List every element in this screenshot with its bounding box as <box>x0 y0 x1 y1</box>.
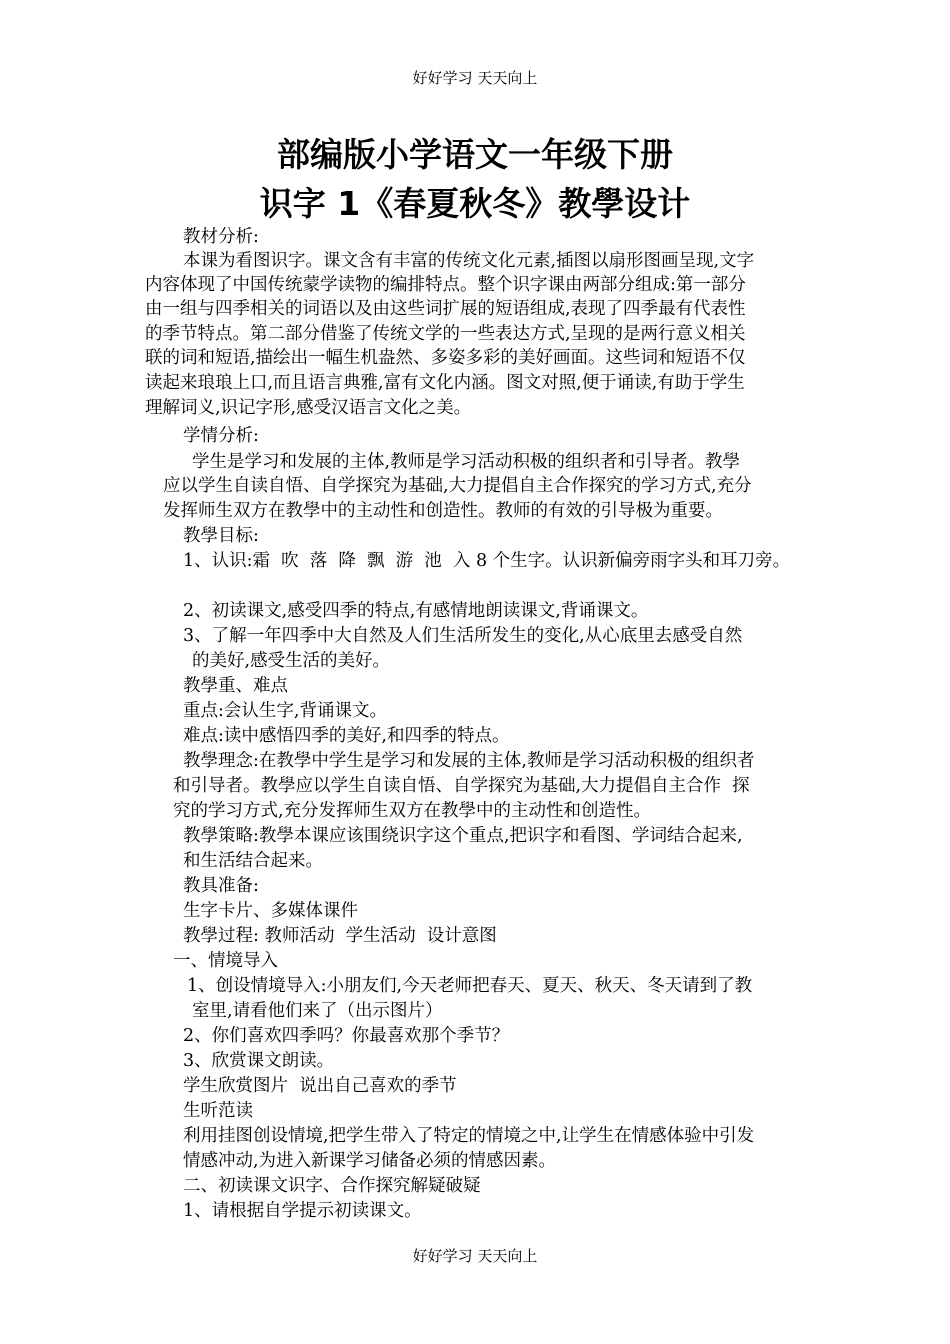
list-item: 3、了解一年四季中大自然及人们生活所发生的变化,从心底里去感受自然 <box>183 626 743 646</box>
list-item-continuation: 室里,请看他们来了（出示图片） <box>192 1001 443 1021</box>
heading-teaching-goals: 教學目标: <box>183 526 259 546</box>
paragraph-line: 教學理念:在教學中学生是学习和发展的主体,教师是学习活动积极的组织者 <box>183 751 755 771</box>
list-item: 3、欣赏课文朗读。 <box>183 1051 335 1071</box>
paragraph-line: 学生是学习和发展的主体,教师是学习活动积极的组织者和引导者。教學 <box>192 452 741 472</box>
list-item: 1、创设情境导入:小朋友们,今天老师把春天、夏天、秋天、冬天请到了教 <box>187 976 753 996</box>
paragraph-line: 发挥师生双方在教學中的主动性和创造性。教师的有效的引导极为重要。 <box>163 501 723 521</box>
document-subtitle: 识字 1《春夏秋冬》教學设计 <box>259 184 691 223</box>
heading-textbook-analysis: 教材分析: <box>183 227 259 247</box>
heading-teaching-process: 教學过程: 教师活动 学生活动 设计意图 <box>183 926 497 946</box>
paragraph-line: 的季节特点。第二部分借鉴了传统文学的一些表达方式,呈现的是两行意义相关 <box>145 324 746 344</box>
document-title: 部编版小学语文一年级下册 <box>277 135 673 174</box>
heading-materials: 教具准备: <box>183 876 259 896</box>
paragraph-line: 和引导者。教學应以学生自读自悟、自学探究为基础,大力提倡自主合作 探 <box>173 776 750 796</box>
heading-student-analysis: 学情分析: <box>183 426 259 446</box>
paragraph-line: 联的词和短语,描绘出一幅生机盎然、多姿多彩的美好画面。这些词和短语不仅 <box>145 348 746 368</box>
paragraph-line: 本课为看图识字。课文含有丰富的传统文化元素,插图以扇形图画呈现,文字 <box>183 251 755 271</box>
paragraph-line: 难点:读中感悟四季的美好,和四季的特点。 <box>183 726 510 746</box>
section-heading: 二、初读课文识字、合作探究解疑破疑 <box>183 1176 481 1196</box>
paragraph-line: 究的学习方式,充分发挥师生双方在教學中的主动性和创造性。 <box>173 801 652 821</box>
page-footer: 好好学习 天天向上 <box>412 1247 538 1265</box>
list-item: 1、请根据自学提示初读课文。 <box>183 1201 422 1221</box>
paragraph-line: 生字卡片、多媒体课件 <box>183 901 358 921</box>
paragraph-line: 重点:会认生字,背诵课文。 <box>183 701 387 721</box>
paragraph-line: 教學策略:教學本课应该围绕识字这个重点,把识字和看图、学词结合起来, <box>183 826 743 846</box>
page-header: 好好学习 天天向上 <box>412 69 538 87</box>
heading-key-points: 教學重、难点 <box>183 676 288 696</box>
paragraph-line: 读起来琅琅上口,而且语言典雅,富有文化内涵。图文对照,便于诵读,有助于学生 <box>145 373 745 393</box>
paragraph-line: 由一组与四季相关的词语以及由这些词扩展的短语组成,表现了四季最有代表性 <box>145 299 746 319</box>
paragraph-line: 和生活结合起来。 <box>183 851 323 871</box>
paragraph-line: 应以学生自读自悟、自学探究为基础,大力提倡自主合作探究的学习方式,充分 <box>163 476 752 496</box>
paragraph-line: 生听范读 <box>183 1101 253 1121</box>
list-item: 2、初读课文,感受四季的特点,有感情地朗读课文,背诵课文。 <box>183 601 649 621</box>
paragraph-line: 情感冲动,为进入新课学习储备必须的情感因素。 <box>183 1151 557 1171</box>
list-item-continuation: 的美好,感受生活的美好。 <box>192 651 391 671</box>
paragraph-line: 理解词义,识记字形,感受汉语言文化之美。 <box>145 398 472 418</box>
paragraph-line: 学生欣赏图片 说出自己喜欢的季节 <box>183 1076 457 1096</box>
paragraph-line: 内容体现了中国传统蒙学读物的编排特点。整个识字课由两部分组成:第一部分 <box>145 275 746 295</box>
list-item: 1、认识:霜 吹 落 降 飘 游 池 入 8 个生字。认识新偏旁雨字头和耳刀旁。 <box>183 551 791 571</box>
section-heading: 一、情境导入 <box>173 951 278 971</box>
paragraph-line: 利用挂图创设情境,把学生带入了特定的情境之中,让学生在情感体验中引发 <box>183 1126 755 1146</box>
list-item: 2、你们喜欢四季吗？你最喜欢那个季节？ <box>183 1026 510 1046</box>
